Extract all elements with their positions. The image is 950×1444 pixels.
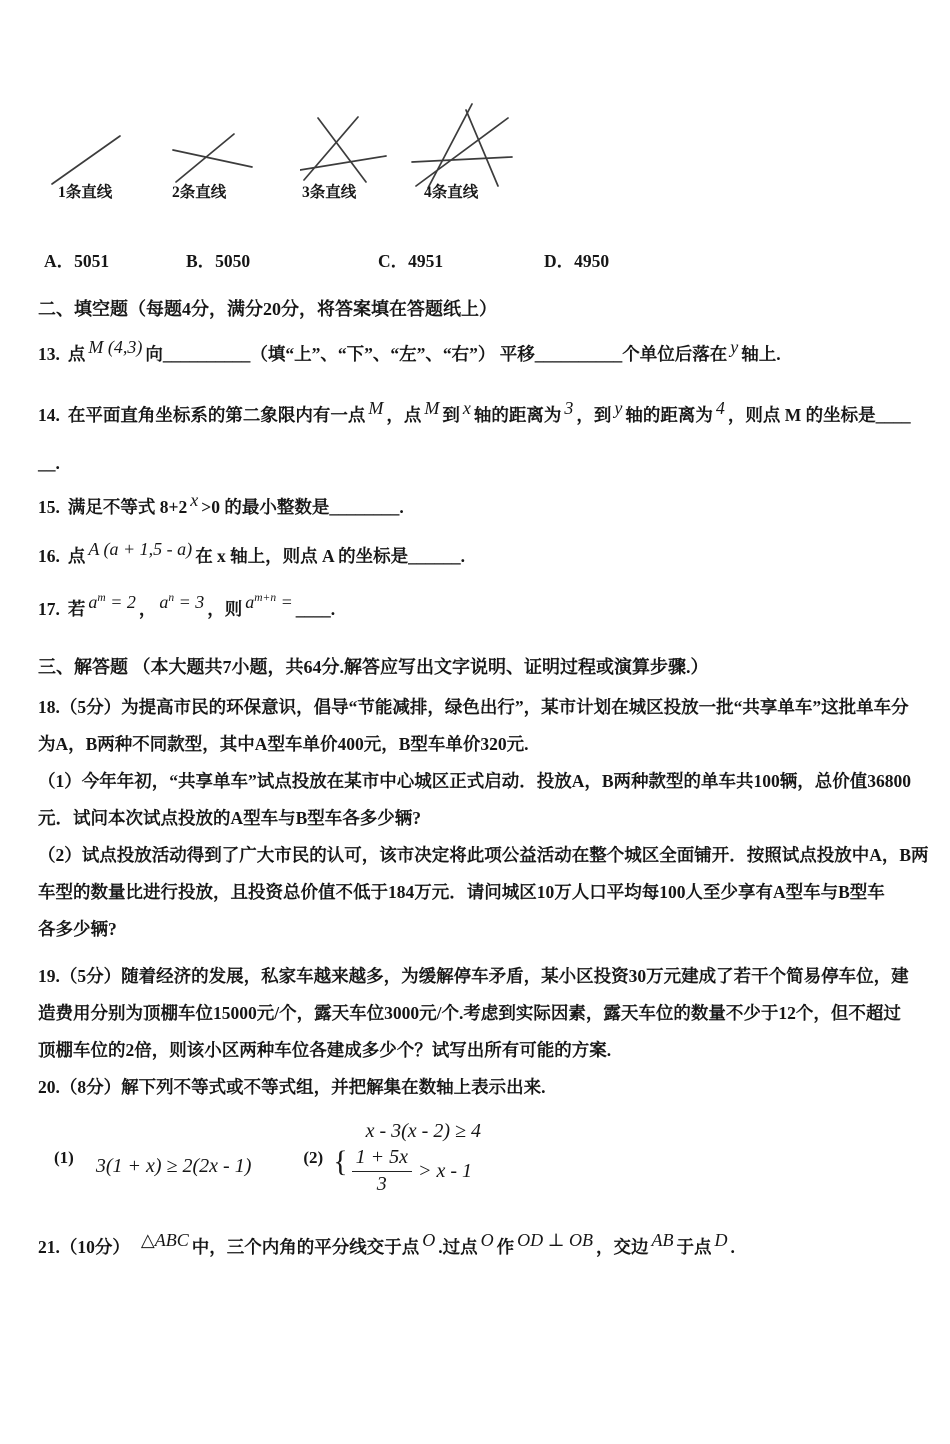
- inline-formula: OD ⊥ OB: [517, 1230, 594, 1250]
- question-text: 在 x 轴上，则点 A 的坐标是: [195, 546, 409, 566]
- question-text: 轴上.: [741, 344, 781, 364]
- question-text: >0 的最小整数是: [201, 497, 330, 517]
- figure-four-lines: [410, 100, 514, 202]
- figure-two-lines-label: 2条直线: [172, 184, 227, 201]
- figure-one-line-label: 1条直线: [58, 184, 113, 201]
- figure-three-lines-label: 3条直线: [302, 184, 357, 201]
- question-14-continuation: [38, 453, 924, 474]
- question-text: 在平面直角坐标系的第二象限内有一点: [67, 405, 366, 425]
- inequality-system: [333, 1120, 481, 1196]
- inline-formula: A (a + 1,5 - a): [88, 539, 193, 559]
- system-row-1: x - 3(x - 2) ≥ 4: [365, 1120, 481, 1142]
- part-label: (1): [54, 1148, 74, 1167]
- formula-rest: = 3: [174, 592, 205, 612]
- four-lines-diagram: [410, 100, 514, 192]
- question-14: [38, 398, 924, 427]
- question-16: [38, 539, 924, 568]
- inline-formula: [156, 592, 207, 612]
- question-number: 15.: [38, 497, 60, 517]
- question-20-heading: 20.（8分）解下列不等式或不等式组，并把解集在数轴上表示出来.: [38, 1077, 546, 1097]
- answer-blank: __________: [534, 344, 623, 364]
- question-text: （填“上”、“下”、“左”、“右”） 平移: [250, 344, 535, 364]
- inline-formula: M: [368, 398, 384, 418]
- question-18-line: 元．试问本次试点投放的A型车与B型车各多少辆?: [38, 808, 422, 828]
- question-text: 中，三个内角的平分线交于点: [191, 1237, 420, 1257]
- figure-four-lines-label: 4条直线: [424, 184, 479, 201]
- system-brace: {: [333, 1145, 348, 1178]
- formula-rest: = 2: [105, 592, 136, 612]
- section-fill-in-heading: 二、填空题（每题4分，满分20分，将答案填在答题纸上）: [38, 299, 497, 319]
- line-figures-row: [48, 100, 924, 202]
- question-text: 轴的距离为: [473, 405, 562, 425]
- question-text: 于点: [676, 1237, 712, 1257]
- inline-formula: y: [614, 398, 623, 418]
- figure-three-lines: [300, 116, 388, 202]
- option-c: C．4951: [378, 251, 444, 271]
- fraction-denominator: 3: [352, 1171, 412, 1196]
- question-19-line: 造费用分别为顶棚车位15000元/个，露天车位3000元/个.考虑到实际因素，露天车位的数量不少于12个，但不超过: [38, 1003, 901, 1023]
- option-b: B．5050: [186, 251, 251, 271]
- inline-formula: [85, 592, 138, 612]
- three-lines-diagram: [300, 116, 388, 190]
- formula-base: a: [88, 592, 98, 612]
- inline-formula: M (4,3): [88, 337, 143, 357]
- answer-blank: ____: [875, 405, 911, 425]
- answer-blank: ________: [329, 497, 400, 517]
- question-number: 16.: [38, 546, 60, 566]
- question-text: .过点: [438, 1237, 478, 1257]
- question-text: 作: [496, 1237, 515, 1257]
- question-text: .: [460, 546, 465, 566]
- question-18-line: 18.（5分）为提高市民的环保意识，倡导“节能减排，绿色出行”，某市计划在城区投放一批“共享单车”这批单车分: [38, 697, 909, 717]
- inline-formula: AB: [651, 1230, 674, 1250]
- question-text: ，则: [207, 599, 243, 619]
- formula-rest: =: [276, 592, 293, 612]
- inline-formula: y: [730, 337, 739, 357]
- question-17: [38, 592, 924, 621]
- exam-page: [0, 100, 950, 1259]
- inline-formula: x: [190, 490, 199, 510]
- answer-blank: ______: [408, 546, 461, 566]
- question-text: .: [330, 599, 336, 619]
- question-15: [38, 490, 924, 519]
- question-text: 点: [67, 344, 86, 364]
- question-18: [38, 689, 929, 948]
- option-d: D．4950: [544, 251, 610, 271]
- question-text: ，: [138, 599, 157, 619]
- section-answer-heading: 三、解答题 （本大题共7小题，共64分.解答应写出文字说明、证明过程或演算步骤.）: [38, 657, 709, 677]
- question-18-line: 车型的数量比进行投放，且投资总价值不低于184万元．请问城区10万人口平均每100人至少享有A型车与B型车: [38, 882, 885, 902]
- question-text: 满足不等式 8+2: [67, 497, 188, 517]
- question-text: ，交边: [596, 1237, 649, 1257]
- inline-formula: O: [422, 1230, 436, 1250]
- answer-blank: ____: [295, 599, 331, 619]
- figure-two-lines: [172, 130, 254, 202]
- option-a: A．5051: [44, 251, 110, 271]
- question-text: ，点: [386, 405, 422, 425]
- fraction-numerator: 1 + 5x: [355, 1146, 408, 1168]
- answer-blank: __________: [162, 344, 251, 364]
- question-13: [38, 337, 924, 366]
- choice-options-row: [38, 248, 924, 273]
- inline-formula: 4: [715, 398, 725, 418]
- question-text: 轴的距离为: [625, 405, 713, 425]
- inequality-formula: 3(1 + x) ≥ 2(2x - 1): [95, 1154, 252, 1177]
- question-text: .: [730, 1237, 735, 1257]
- formula-base: a: [159, 592, 169, 612]
- question-21: [38, 1230, 924, 1259]
- inline-formula: △ABC: [140, 1230, 189, 1250]
- question-number: 17.: [38, 599, 60, 619]
- q20-part-1: [54, 1147, 252, 1177]
- inline-formula: [242, 592, 295, 612]
- question-text: .: [399, 497, 404, 517]
- question-text: ，则点 M 的坐标是: [727, 405, 876, 425]
- question-number: 14.: [38, 405, 60, 425]
- question-19-line: 19.（5分）随着经济的发展，私家车越来越多，为缓解停车矛盾，某小区投资30万元建成了若干个简易停车位，建: [38, 966, 909, 986]
- question-19-line: 顶棚车位的2倍，则该小区两种车位各建成多少个？试写出所有可能的方案.: [38, 1040, 612, 1060]
- question-18-line: 为A，B两种不同款型，其中A型车单价400元，B型车单价320元.: [38, 734, 529, 754]
- inequality-rhs: > x - 1: [417, 1159, 473, 1182]
- question-text: 向: [145, 344, 163, 364]
- question-20-formulas: [38, 1116, 924, 1200]
- system-row-2: [352, 1146, 472, 1196]
- formula-exponent: m+n: [254, 592, 277, 604]
- part-label: (2): [303, 1148, 324, 1167]
- question-text: 到: [442, 405, 460, 425]
- inline-formula: O: [480, 1230, 494, 1250]
- question-18-line: （2）试点投放活动得到了广大市民的认可，该市决定将此项公益活动在整个城区全面铺开．按照试点投放中A，B两: [38, 845, 929, 865]
- inline-formula: x: [462, 398, 471, 418]
- formula-exponent: m: [97, 592, 106, 604]
- question-number: 13.: [38, 344, 60, 364]
- question-19: [38, 958, 924, 1069]
- figure-one-line: [48, 128, 138, 202]
- inline-formula: D: [714, 1230, 728, 1250]
- question-18-line: （1）今年年初，“共享单车”试点投放在某市中心城区正式启动．投放A，B两种款型的单车共100辆，总价值36800: [38, 771, 912, 791]
- fraction: [352, 1146, 412, 1196]
- question-text: 若: [67, 599, 86, 619]
- inline-formula: M: [424, 398, 440, 418]
- question-text: 点: [67, 546, 86, 566]
- question-18-line: 各多少辆?: [38, 919, 117, 939]
- q20-part-2: [303, 1120, 481, 1196]
- question-text: ，到: [576, 405, 612, 425]
- system-rows: [352, 1120, 481, 1196]
- question-number: 21.（10分）: [38, 1237, 130, 1257]
- inline-formula: 3: [564, 398, 574, 418]
- answer-blank: __.: [38, 453, 60, 473]
- formula-exponent: n: [168, 592, 175, 604]
- formula-base: a: [245, 592, 255, 612]
- question-text: 个单位后落在: [622, 344, 728, 364]
